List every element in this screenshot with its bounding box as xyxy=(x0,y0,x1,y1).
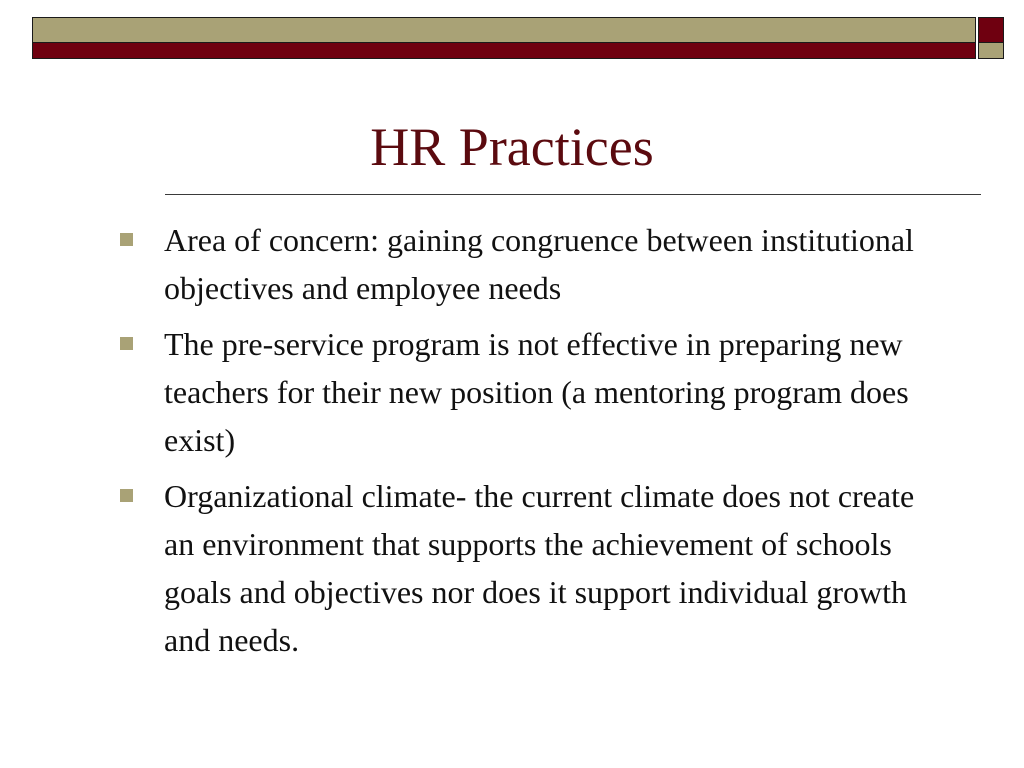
header-maroon-bar xyxy=(32,43,976,59)
square-bullet-icon xyxy=(120,489,133,502)
bullet-item xyxy=(116,216,946,312)
header-olive-bar xyxy=(32,17,976,43)
square-bullet-icon xyxy=(120,233,133,246)
bullet-text: Area of concern: gaining congruence between institutional objectives and employee needs xyxy=(164,222,914,306)
bullet-text: Organizational climate- the current climate does not create an environment that supports the achievement of schools goals and objectives nor does it support individual growth and needs. xyxy=(164,478,915,658)
bullet-item xyxy=(116,320,946,464)
bullet-text: The pre-service program is not effective in preparing new teachers for their new position (a mentoring program does exist) xyxy=(164,326,909,458)
header-maroon-square xyxy=(978,17,1004,43)
slide-title: HR Practices xyxy=(370,117,654,177)
header-olive-square xyxy=(978,43,1004,59)
title-divider xyxy=(165,194,981,195)
square-bullet-icon xyxy=(120,337,133,350)
bullet-list xyxy=(116,216,946,672)
bullet-item xyxy=(116,472,946,664)
